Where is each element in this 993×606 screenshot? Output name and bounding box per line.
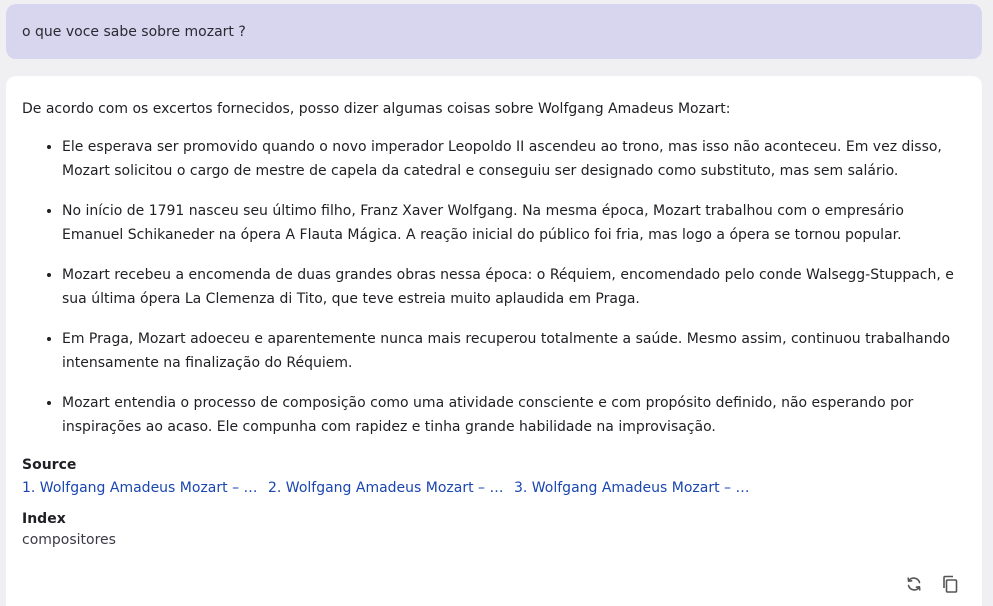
source-link-2[interactable]: 2. Wolfgang Amadeus Mozart – …	[267, 480, 504, 496]
source-link-1[interactable]: 1. Wolfgang Amadeus Mozart – …	[22, 480, 258, 496]
source-links	[22, 477, 966, 499]
answer-bullet: • Mozart entendia o processo de composição como uma atividade consciente e com propósito definido, não esperando por inspirações ao acaso. Ele compunha com rapidez e tinha grande habilidade na improvisação.	[62, 391, 966, 439]
user-message	[6, 4, 982, 59]
answer-intro: De acordo com os excertos fornecidos, posso dizer algumas coisas sobre Wolfgang Amadeus Mozart:	[22, 101, 731, 117]
index-label: Index	[22, 511, 66, 527]
answer-bullet: • Em Praga, Mozart adoeceu e aparentemente nunca mais recuperou totalmente a saúde. Mesmo assim, continuou trabalhando intensamente na finalização do Réquiem.	[62, 327, 966, 375]
assistant-answer	[6, 76, 982, 606]
copy-icon[interactable]	[940, 574, 960, 594]
index-value: compositores	[22, 532, 116, 548]
source-label: Source	[22, 457, 77, 473]
refresh-icon[interactable]	[904, 574, 924, 594]
source-link-3[interactable]: 3. Wolfgang Amadeus Mozart – …	[513, 480, 750, 496]
answer-bullet: • Mozart recebeu a encomenda de duas grandes obras nessa época: o Réquiem, encomendado pelo conde Walsegg-Stuppach, e sua última ópera La Clemenza di Tito, que teve estreia muito aplaudida em Praga.	[62, 263, 966, 311]
answer-bullet-list	[22, 135, 966, 439]
answer-bullet: • Ele esperava ser promovido quando o novo imperador Leopoldo II ascendeu ao trono, mas isso não aconteceu. Em vez disso, Mozart solicitou o cargo de mestre de capela da catedral e conseguiu ser designado como substituto, mas sem salário.	[62, 135, 966, 183]
answer-actions	[904, 574, 960, 594]
answer-bullet: • No início de 1791 nasceu seu último filho, Franz Xaver Wolfgang. Na mesma época, Mozart trabalhou com o empresário Emanuel Schikaneder na ópera A Flauta Mágica. A reação inicial do público foi fria, mas logo a ópera se tornou popular.	[62, 199, 966, 247]
user-message-text: o que voce sabe sobre mozart ?	[22, 24, 246, 40]
